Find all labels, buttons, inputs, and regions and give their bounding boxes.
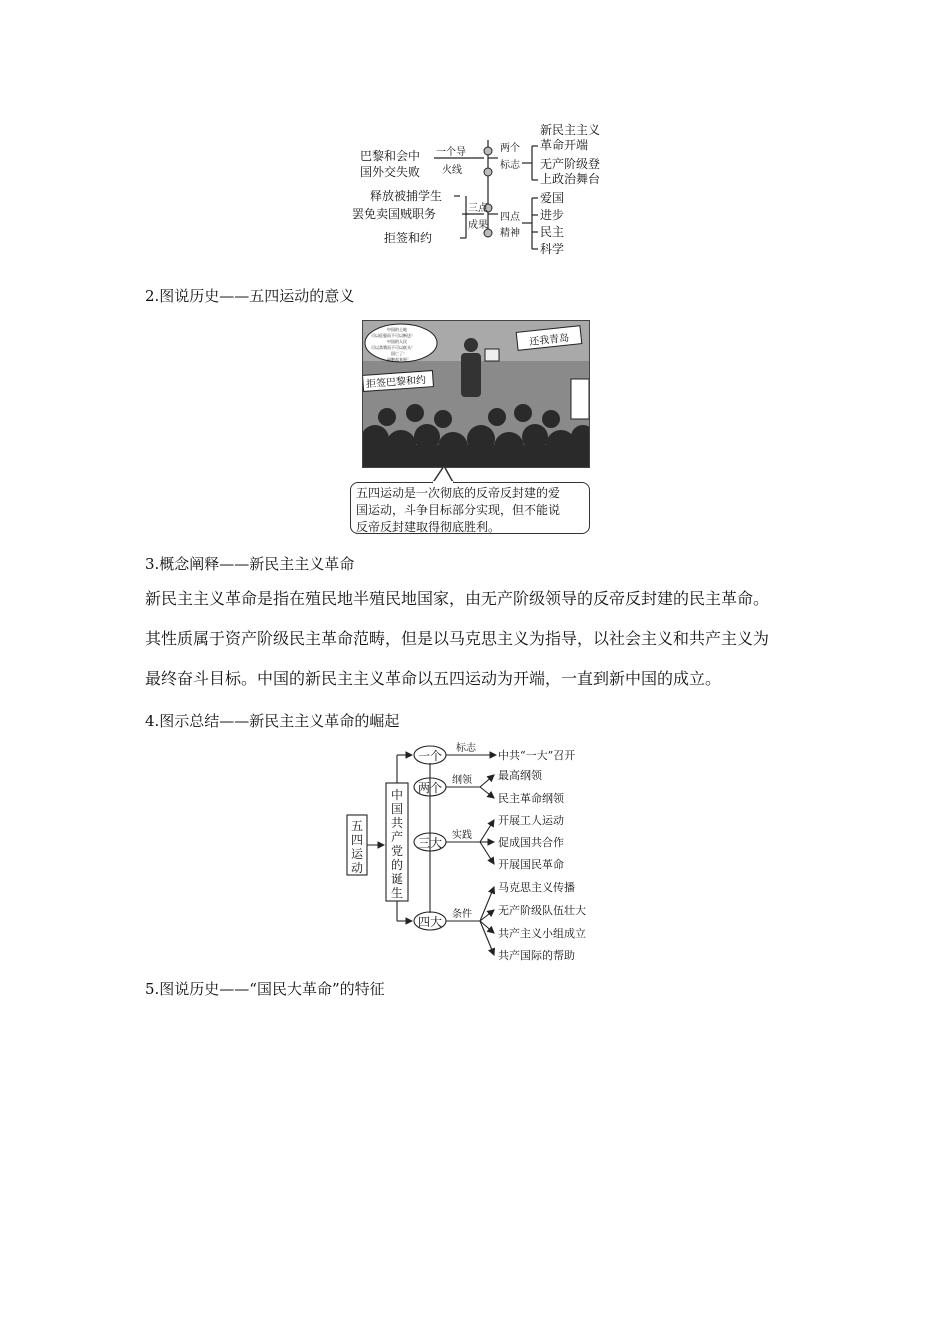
party-char-4: 产 — [391, 830, 404, 844]
caption-line-3: 反帝反封建取得彻底胜利。 — [356, 520, 501, 534]
speech-line-6: 同胞起来呀！ — [387, 357, 411, 362]
speech-line-2: 可以征服而不可以断送！ — [371, 333, 415, 338]
caption-pointer-join — [433, 481, 453, 484]
spirit-2: 进步 — [540, 208, 565, 222]
section-2-heading: 2.图说历史——五四运动的意义 — [145, 287, 355, 305]
fuse-line1: 一个导 — [436, 147, 466, 158]
speech-line-3: 中国的人民 — [387, 339, 407, 344]
item-proletariat-growth: 无产阶级队伍壮大 — [498, 904, 586, 917]
mark-1b: 革命开端 — [540, 138, 589, 152]
section-4-heading: 4.图示总结——新民主主义革命的崛起 — [145, 712, 400, 730]
party-char-2: 国 — [391, 802, 404, 816]
item-marxism-spread: 马克思主义传播 — [498, 881, 575, 894]
caption-line-2: 国运动，斗争目标部分实现，但不能说 — [356, 503, 561, 517]
paragraph-line-2: 其性质属于资产阶级民主革命范畴，但是以马克思主义为指导，以社会主义和共产主义为 — [145, 629, 770, 648]
item-communist-groups: 共产主义小组成立 — [498, 927, 586, 940]
left-top-line1: 巴黎和会中 — [360, 149, 421, 163]
party-char-8: 生 — [391, 886, 404, 900]
item-labor-movement: 开展工人运动 — [498, 814, 564, 827]
item-first-congress: 中共“一大”召开 — [498, 749, 576, 762]
party-char-5: 党 — [391, 844, 404, 858]
mark-1a: 新民主主义 — [540, 123, 601, 137]
left-top-line2: 国外交失败 — [360, 165, 421, 179]
three-results-line2: 成果 — [468, 220, 488, 231]
section-3-heading: 3.概念阐释——新民主主义革命 — [145, 555, 355, 573]
diagram-may-fourth — [350, 118, 620, 258]
fuse-line2: 火线 — [442, 165, 462, 176]
paragraph-line-1: 新民主主义革命是指在殖民地半殖民地国家，由无产阶级领导的反帝反封建的民主革命。 — [145, 589, 770, 608]
item-national-revolution: 开展国民革命 — [498, 858, 564, 871]
source-char-4: 动 — [351, 861, 364, 875]
mark-2b: 上政治舞台 — [540, 172, 601, 186]
banner-return-qingdao: 还我青岛 — [528, 332, 570, 349]
item-max-program: 最高纲领 — [498, 769, 542, 782]
node-three: 三大 — [418, 836, 443, 850]
speech-line-5: 国亡了！ — [391, 351, 407, 356]
junction-dot — [484, 147, 492, 155]
source-char-2: 四 — [351, 833, 364, 847]
diagram-party-birth — [340, 735, 620, 967]
node-one: 一个 — [418, 749, 443, 763]
may-fourth-photo — [362, 320, 590, 468]
party-char-3: 共 — [391, 816, 404, 830]
result-3: 拒签和约 — [384, 231, 433, 245]
caption-line-1: 五四运动是一次彻底的反帝反封建的爱 — [356, 486, 561, 500]
party-char-7: 诞 — [391, 872, 404, 886]
source-char-3: 运 — [351, 847, 364, 861]
result-2: 罢免卖国贼职务 — [352, 207, 437, 221]
node-four: 四大 — [418, 915, 443, 929]
two-marks-line1: 两个 — [500, 143, 520, 154]
spirit-1: 爱国 — [540, 191, 565, 205]
four-spirit-line1: 四点 — [500, 212, 520, 223]
banner-reject-treaty: 拒签巴黎和约 — [365, 375, 427, 391]
four-spirit-line2: 精神 — [500, 228, 520, 239]
paragraph-line-3: 最终奋斗目标。中国的新民主主义革命以五四运动为开端，一直到新中国的成立。 — [145, 669, 722, 688]
speech-line-1: 中国的土地 — [387, 327, 407, 332]
photo-caption — [350, 482, 590, 534]
source-char-1: 五 — [351, 819, 364, 833]
item-kmt-cpc-cooperation: 促成国共合作 — [498, 836, 564, 849]
label-mark: 标志 — [456, 743, 476, 754]
three-results-line1: 三点 — [468, 203, 488, 214]
junction-dot — [484, 168, 492, 176]
section-5-heading: 5.图说历史——“国民大革命”的特征 — [145, 980, 385, 998]
label-practice: 实践 — [452, 830, 472, 841]
item-comintern-help: 共产国际的帮助 — [498, 949, 575, 962]
result-1: 释放被捕学生 — [370, 189, 443, 203]
party-char-1: 中 — [391, 788, 404, 802]
spirit-4: 科学 — [540, 242, 565, 256]
speech-line-4: 可以杀戮而不可以低头！ — [371, 345, 415, 350]
label-program: 纲领 — [452, 775, 472, 786]
two-marks-line2: 标志 — [500, 160, 520, 171]
mark-2a: 无产阶级登 — [540, 157, 601, 171]
concept-paragraph — [145, 579, 825, 699]
node-two: 两个 — [418, 781, 443, 795]
item-democratic-program: 民主革命纲领 — [498, 792, 564, 805]
label-condition: 条件 — [452, 909, 472, 920]
spirit-3: 民主 — [540, 225, 565, 239]
party-char-6: 的 — [391, 858, 404, 872]
